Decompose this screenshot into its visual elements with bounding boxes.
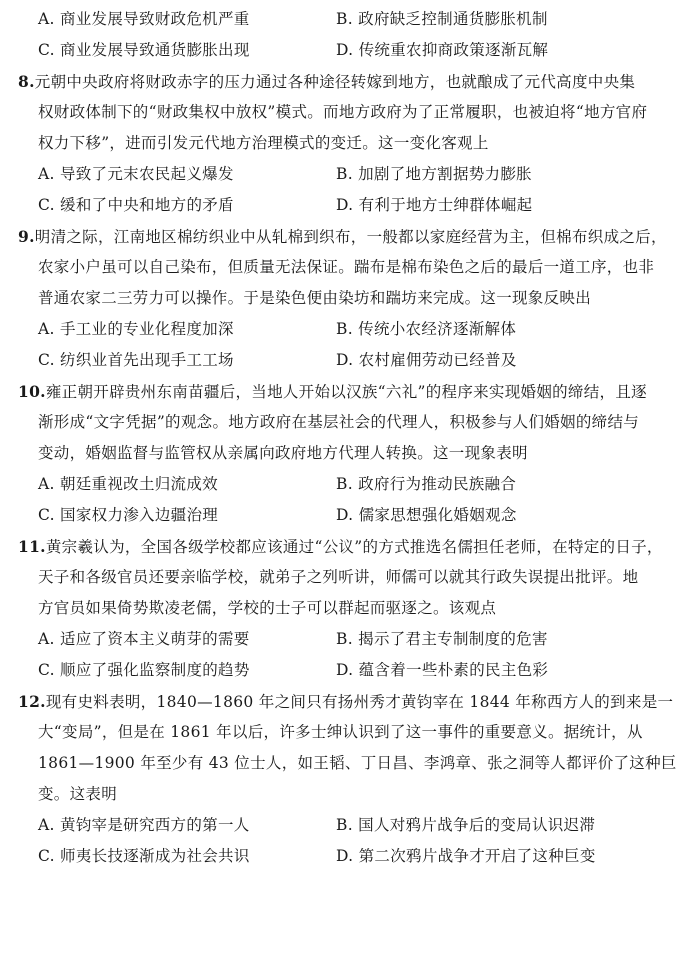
- q9-option-c: C. 纺织业首先出现手工工场: [38, 351, 234, 369]
- q8-text-1: 元朝中央政府将财政赤字的压力通过各种途径转嫁到地方，也就酿成了元代高度中央集: [34, 73, 636, 91]
- q10-options-row-2: [18, 500, 674, 531]
- q10-option-d: D. 儒家思想强化婚姻观念: [336, 506, 517, 524]
- q10-text-1: 雍正朝开辟贵州东南苗疆后，当地人开始以汉族“六礼”的程序来实现婚姻的缔结，且逐: [45, 383, 647, 401]
- q10-stem-line-3: 变动，婚姻监督与监管权从亲属向政府地方代理人转换。这一现象表明: [38, 444, 528, 462]
- q8-options-row-1: [18, 159, 674, 190]
- q9-number: 9.: [18, 227, 35, 246]
- q7-option-d: D. 传统重农抑商政策逐渐瓦解: [336, 41, 549, 59]
- q11-number: 11.: [18, 537, 46, 556]
- q12-text-1: 现有史料表明，1840—1860 年之间只有扬州秀才黄钧宰在 1844 年称西方人的到来是一: [45, 693, 674, 711]
- q12-stem-line-2: 大“变局”，但是在 1861 年以后，许多士绅认识到了这一事件的重要意义。据统计，从: [38, 723, 643, 741]
- q10-options-row-1: [18, 469, 674, 500]
- q12-number: 12.: [18, 692, 46, 711]
- q11-stem-line-2: 天子和各级官员还要亲临学校，就弟子之列听讲，师儒可以就其行政失误提出批评。地: [38, 568, 639, 586]
- q12-stem-line-4: 变。这表明: [38, 785, 118, 803]
- q11-text-1: 黄宗羲认为，全国各级学校都应该通过“公议”的方式推选名儒担任老师，在特定的日子，: [45, 538, 663, 556]
- q12-option-c: C. 师夷长技逐渐成为社会共识: [38, 847, 250, 865]
- q10-option-c: C. 国家权力渗入边疆治理: [38, 506, 219, 524]
- q8-option-d: D. 有利于地方士绅群体崛起: [336, 196, 533, 214]
- q11-options-row-2: [18, 655, 674, 686]
- q10-stem-line-1: [18, 376, 674, 407]
- q7-option-b: B. 政府缺乏控制通货膨胀机制: [336, 10, 548, 28]
- q10-option-b: B. 政府行为推动民族融合: [336, 475, 517, 493]
- q8-number: 8.: [18, 72, 35, 91]
- q7-options-row-2: [18, 35, 674, 66]
- q12-stem-line-3: 1861—1900 年至少有 43 位士人，如王韬、丁日昌、李鸿章、张之洞等人都评价了这种巨: [38, 754, 677, 772]
- q12-option-d: D. 第二次鸦片战争才开启了这种巨变: [336, 847, 596, 865]
- q7-options-row-1: [18, 4, 674, 35]
- q8-option-c: C. 缓和了中央和地方的矛盾: [38, 196, 234, 214]
- q8-options-row-2: [18, 190, 674, 221]
- q7-option-c: C. 商业发展导致通货膨胀出现: [38, 41, 250, 59]
- q11-option-b: B. 揭示了君主专制制度的危害: [336, 630, 548, 648]
- q11-option-d: D. 蕴含着一些朴素的民主色彩: [336, 661, 549, 679]
- q9-option-a: A. 手工业的专业化程度加深: [38, 320, 234, 338]
- q11-stem-line-3: 方官员如果倚势欺凌老儒，学校的士子可以群起而驱逐之。该观点: [38, 599, 497, 617]
- q8-option-a: A. 导致了元末农民起义爆发: [38, 165, 234, 183]
- q11-option-c: C. 顺应了强化监察制度的趋势: [38, 661, 250, 679]
- q9-option-d: D. 农村雇佣劳动已经普及: [336, 351, 517, 369]
- q7-option-a: A. 商业发展导致财政危机严重: [38, 10, 250, 28]
- q12-stem-line-1: [18, 686, 674, 717]
- q10-option-a: A. 朝廷重视改土归流成效: [38, 475, 218, 493]
- q9-stem-line-3: 普通农家二三劳力可以操作。于是染色便由染坊和踹坊来完成。这一现象反映出: [38, 289, 592, 307]
- q8-stem-line-1: [18, 66, 674, 97]
- q10-stem-line-2: 渐形成“文字凭据”的观念。地方政府在基层社会的代理人，积极参与人们婚姻的缔结与: [38, 413, 640, 431]
- q12-option-b: B. 国人对鸦片战争后的变局认识迟滞: [336, 816, 596, 834]
- q9-options-row-2: [18, 345, 674, 376]
- q9-text-1: 明清之际，江南地区棉纺织业中从轧棉到织布，一般都以家庭经营为主，但棉布织成之后，: [34, 228, 667, 246]
- q11-option-a: A. 适应了资本主义萌芽的需要: [38, 630, 250, 648]
- q11-stem-line-1: [18, 531, 674, 562]
- q9-options-row-1: [18, 314, 674, 345]
- q8-stem-line-2: 权财政体制下的“财政集权中放权”模式。而地方政府为了正常履职，也被迫将“地方官府: [38, 103, 648, 121]
- q11-options-row-1: [18, 624, 674, 655]
- q12-option-a: A. 黄钧宰是研究西方的第一人: [38, 816, 250, 834]
- q9-stem-line-1: [18, 221, 674, 252]
- q8-stem-line-3: 权力下移”，进而引发元代地方治理模式的变迁。这一变化客观上: [38, 134, 489, 152]
- q9-stem-line-2: 农家小户虽可以自己染布，但质量无法保证。踹布是棉布染色之后的最后一道工序，也非: [38, 258, 655, 276]
- q12-options-row-2: [18, 841, 674, 872]
- q12-options-row-1: [18, 810, 674, 841]
- q9-option-b: B. 传统小农经济逐渐解体: [336, 320, 517, 338]
- q8-option-b: B. 加剧了地方割据势力膨胀: [336, 165, 532, 183]
- q10-number: 10.: [18, 382, 46, 401]
